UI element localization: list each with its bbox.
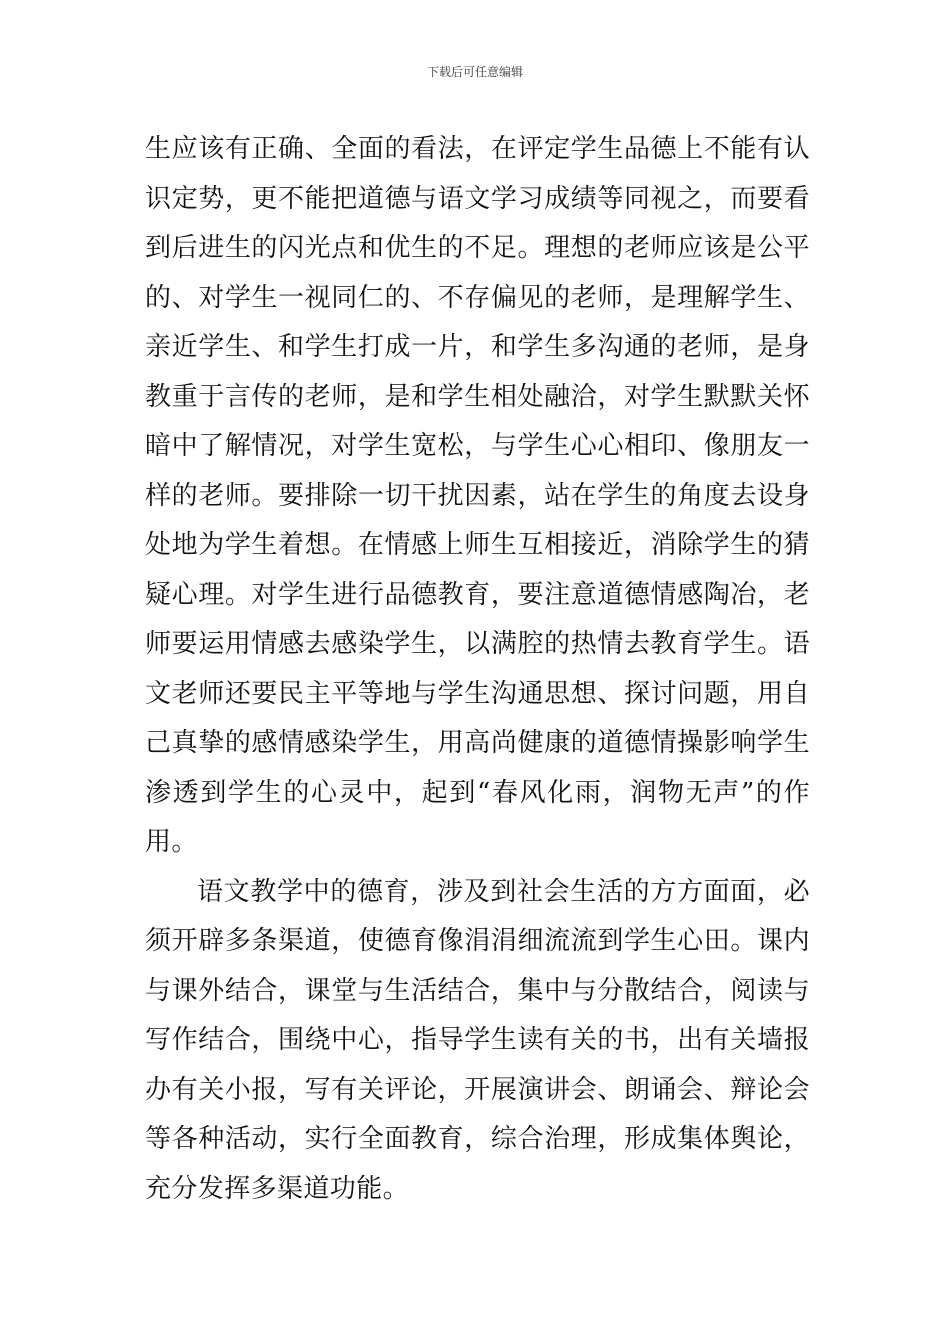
paragraph-line: 等各种活动，实行全面教育，综合治理，形成集体舆论， — [145, 1124, 810, 1154]
paragraph-line: 渗透到学生的心灵中，起到“春风化雨，润物无声”的作 — [145, 777, 810, 808]
paragraph-line: 充分发挥多渠道功能。 — [145, 1173, 410, 1204]
paragraph-line: 处地为学生着想。在情感上师生互相接近，消除学生的猜 — [145, 530, 810, 560]
paragraph-line: 亲近学生、和学生打成一片，和学生多沟通的老师，是身 — [145, 332, 810, 362]
paragraph-line: 识定势，更不能把道德与语文学习成绩等同视之，而要看 — [145, 183, 810, 214]
paragraph-line: 写作结合，围绕中心，指导学生读有关的书，出有关墙报 — [145, 1025, 810, 1055]
paragraph-line: 生应该有正确、全面的看法，在评定学生品德上不能有认 — [145, 134, 810, 164]
paragraph-line: 教重于言传的老师，是和学生相处融洽，对学生默默关怀 — [145, 381, 810, 412]
paragraph-2 — [145, 868, 810, 1215]
paragraph-line: 文老师还要民主平等地与学生沟通思想、探讨问题，用自 — [145, 678, 810, 709]
paragraph-line: 的、对学生一视同仁的、不存偏见的老师，是理解学生、 — [145, 282, 810, 313]
paragraph-line: 己真挚的感情感染学生，用高尚健康的道德情操影响学生 — [145, 728, 810, 758]
paragraph-line: 语文教学中的德育，涉及到社会生活的方方面面，必 — [197, 876, 810, 907]
document-body — [145, 125, 810, 1214]
paragraph-line: 暗中了解情况，对学生宽松，与学生心心相印、像朋友一 — [145, 431, 810, 461]
paragraph-line: 师要运用情感去感染学生，以满腔的热情去教育学生。语 — [145, 629, 810, 659]
paragraph-line: 办有关小报，写有关评论，开展演讲会、朗诵会、辩论会 — [145, 1074, 810, 1105]
paragraph-line: 疑心理。对学生进行品德教育，要注意道德情感陶冶，老 — [145, 579, 810, 610]
paragraph-1 — [145, 125, 810, 868]
header-note: 下载后可任意编辑 — [426, 65, 523, 79]
paragraph-line: 用。 — [145, 827, 198, 857]
paragraph-line: 与课外结合，课堂与生活结合，集中与分散结合，阅读与 — [145, 975, 810, 1006]
paragraph-line: 须开辟多条渠道，使德育像涓涓细流流到学生心田。课内 — [145, 926, 810, 956]
paragraph-line: 到后进生的闪光点和优生的不足。理想的老师应该是公平 — [145, 233, 810, 263]
paragraph-line: 样的老师。要排除一切干扰因素，站在学生的角度去设身 — [145, 480, 810, 511]
